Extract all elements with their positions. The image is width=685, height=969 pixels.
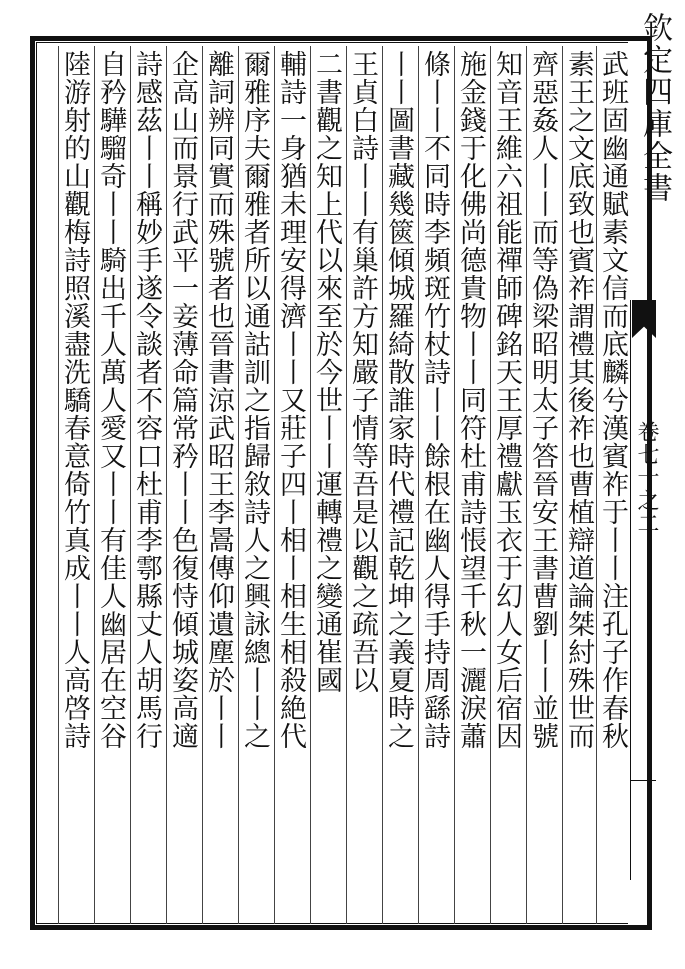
margin-rule <box>630 780 656 781</box>
text-column-16: 陸游射的山觀梅詩照溪盡洗驕春意倚竹真成丨丨人高啓詩 <box>58 46 88 924</box>
text-column-12: 離詞辨同實而殊號者也晉書涼武昭王李暠傳仰遺塵於丨丨 <box>202 46 232 924</box>
text-column-9: 二書觀之知上代以來至於今世丨丨運轉禮之變通崔國 <box>310 46 340 924</box>
text-column-3: 齊惡姦人丨丨而等偽梁昭明太子答晉安王書曹劉丨丨並號 <box>526 46 556 924</box>
text-column-4: 知音王維六祖能禪師碑銘天王厚禮獻玉衣于幻人女后宿因 <box>490 46 520 924</box>
book-title: 欽定四庫全書 <box>637 12 672 204</box>
text-column-15: 自矜驊騮奇丨丨騎出千人萬人愛又丨丨有佳人幽居在空谷 <box>94 46 124 924</box>
text-column-13: 企高山而景行武平一妾薄命篇常矜丨丨色復恃傾城姿高適 <box>166 46 196 924</box>
text-column-8: 王貞白詩丨丨有巢許方知嚴子情等吾是以觀之疏吾以 <box>346 46 376 924</box>
text-column-5: 施金錢于化佛尚德貴物丨丨同符杜甫詩悵望千秋一灑淚蕭 <box>454 46 484 924</box>
text-column-10: 輔詩一身猶未理安得濟丨丨又莊子四丨相丨相生相殺絶代 <box>274 46 304 924</box>
margin-column <box>630 300 657 880</box>
text-column-7: 丨丨圖書藏幾篋傾城羅綺散誰家時代禮記乾坤之義夏時之 <box>382 46 412 924</box>
text-column-6: 條丨丨不同時李頻斑竹杖詩丨丨餘根在幽人得手持周繇詩 <box>418 46 448 924</box>
text-column-11: 爾雅序夫爾雅者所以通詁訓之指歸敘詩人之興詠總丨丨之 <box>238 46 268 924</box>
juan-label: 卷七十之二 <box>634 420 659 535</box>
text-column-14: 詩感茲丨丨稱妙手遂令談者不容口杜甫李鄠縣丈人胡馬行 <box>130 46 160 924</box>
text-column-2: 素王之文底致也賓祚謂禮其後祚也曹植辯道論桀紂殊世而 <box>562 46 592 924</box>
text-column-1: 武班固幽通賦素文信而底麟兮漢賓祚于丨丨注孔子作春秋 <box>596 46 626 924</box>
